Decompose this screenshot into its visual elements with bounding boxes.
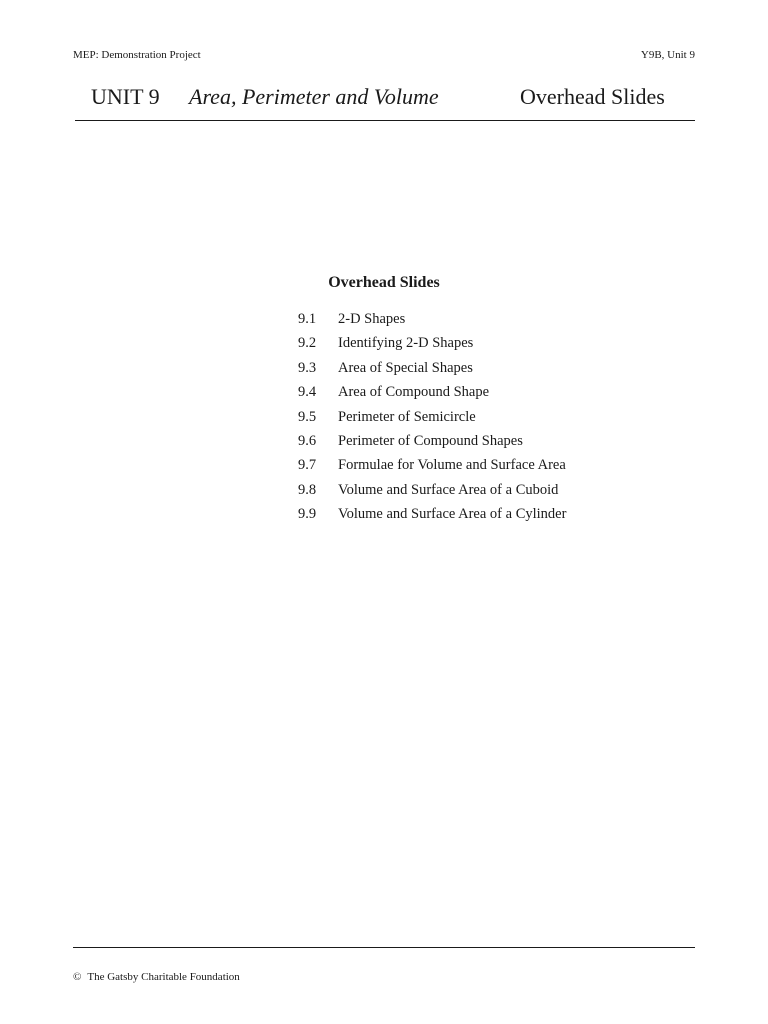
item-title: Volume and Surface Area of a Cuboid [338, 481, 559, 498]
item-number: 9.9 [298, 506, 317, 523]
item-title: Area of Compound Shape [338, 384, 490, 401]
list-item [298, 357, 566, 381]
item-number: 9.6 [298, 432, 317, 449]
item-number: 9.5 [298, 408, 317, 425]
item-number: 9.2 [298, 335, 317, 352]
list-item [298, 308, 566, 332]
item-number: 9.7 [298, 457, 317, 474]
list-item [298, 332, 566, 356]
unit-topic: Area, Perimeter and Volume [189, 84, 439, 109]
item-title: Identifying 2-D Shapes [338, 335, 474, 352]
item-title: Volume and Surface Area of a Cylinder [338, 506, 567, 523]
section-title: Overhead Slides [520, 84, 665, 109]
contents-heading: Overhead Slides [328, 274, 440, 291]
item-number: 9.1 [298, 311, 317, 327]
item-number: 9.8 [298, 481, 317, 498]
list-item [298, 503, 566, 527]
unit-number: UNIT 9 [91, 84, 160, 109]
item-number: 9.3 [298, 359, 317, 376]
item-title: Perimeter of Semicircle [338, 408, 476, 425]
item-title: Area of Special Shapes [338, 359, 473, 376]
item-number: 9.4 [298, 384, 317, 401]
contents-list [298, 308, 566, 528]
item-title: Formulae for Volume and Surface Area [338, 457, 566, 474]
copyright-icon: © [73, 971, 82, 983]
list-item [298, 406, 566, 430]
item-title: Perimeter of Compound Shapes [338, 432, 523, 449]
item-title: 2-D Shapes [338, 311, 406, 327]
running-header-right: Y9B, Unit 9 [640, 49, 695, 61]
footer-rule [73, 947, 695, 948]
list-item [298, 454, 566, 478]
footer-text: The Gatsby Charitable Foundation [87, 971, 240, 983]
list-item [298, 430, 566, 454]
running-header-left: MEP: Demonstration Project [73, 49, 201, 61]
footer [73, 971, 240, 984]
list-item [298, 479, 566, 503]
list-item [298, 381, 566, 405]
page-title [91, 83, 691, 111]
header-rule [75, 120, 695, 121]
